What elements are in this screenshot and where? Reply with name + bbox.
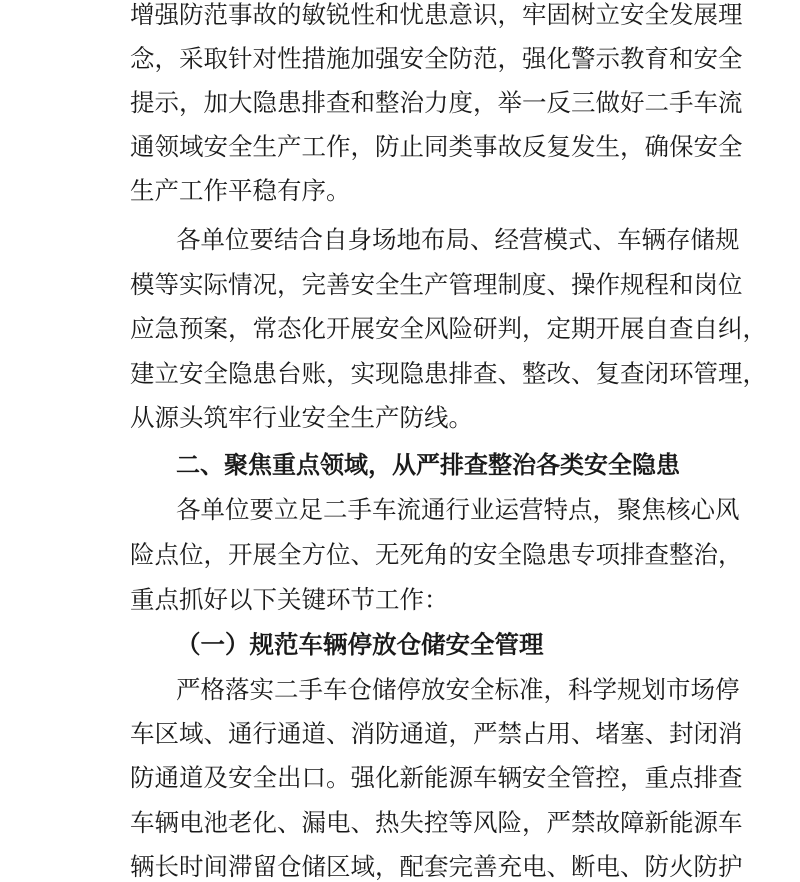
paragraph-line: 模等实际情况，完善安全生产管理制度、操作规程和岗位 bbox=[130, 270, 743, 299]
paragraph-line: 念，采取针对性措施加强安全防范，强化警示教育和安全 bbox=[130, 44, 743, 73]
paragraph-line: 严格落实二手车仓储停放安全标准，科学规划市场停 bbox=[176, 675, 740, 704]
paragraph-line: 辆长时间滞留仓储区域，配套完善充电、断电、防火防护 bbox=[130, 852, 743, 881]
paragraph-line: 防通道及安全出口。强化新能源车辆安全管控，重点排查 bbox=[130, 763, 743, 792]
paragraph-line: 险点位，开展全方位、无死角的安全隐患专项排查整治， bbox=[130, 540, 743, 569]
paragraph-line: 生产工作平稳有序。 bbox=[130, 176, 351, 205]
paragraph-line: 应急预案，常态化开展安全风险研判，定期开展自查自纠， bbox=[130, 314, 767, 343]
paragraph-line: 车辆电池老化、漏电、热失控等风险，严禁故障新能源车 bbox=[130, 808, 743, 837]
paragraph-line: 增强防范事故的敏锐性和忧患意识，牢固树立安全发展理 bbox=[130, 0, 743, 29]
paragraph-line: 各单位要立足二手车流通行业运营特点，聚焦核心风 bbox=[176, 495, 740, 524]
paragraph-line: 通领域安全生产工作，防止同类事故反复发生，确保安全 bbox=[130, 132, 743, 161]
paragraph-line: 车区域、通行通道、消防通道，严禁占用、堵塞、封闭消 bbox=[130, 719, 743, 748]
paragraph-line: 提示，加大隐患排查和整治力度，举一反三做好二手车流 bbox=[130, 88, 743, 117]
section-heading: 二、聚焦重点领域，从严排查整治各类安全隐患 bbox=[176, 451, 680, 479]
paragraph-line: 建立安全隐患台账，实现隐患排查、整改、复查闭环管理， bbox=[130, 359, 767, 388]
paragraph-line: 各单位要结合自身场地布局、经营模式、车辆存储规 bbox=[176, 225, 740, 254]
paragraph-line: 从源头筑牢行业安全生产防线。 bbox=[130, 403, 473, 432]
paragraph-line: 重点抓好以下关键环节工作： bbox=[130, 585, 449, 614]
subsection-heading: （一）规范车辆停放仓储安全管理 bbox=[176, 630, 544, 659]
